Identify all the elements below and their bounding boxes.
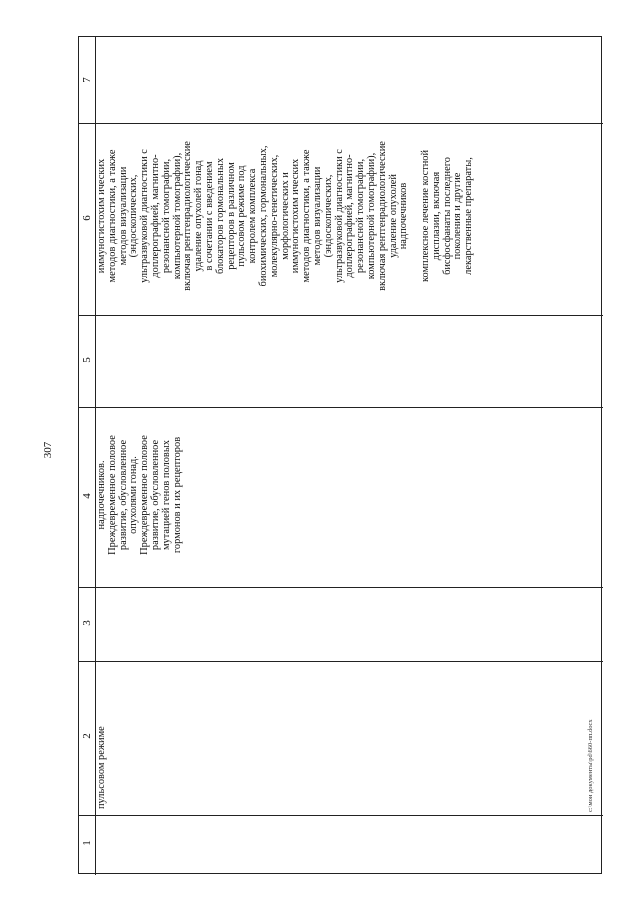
col-boundary-5-4 xyxy=(79,407,603,408)
header-col-7: 7 xyxy=(81,77,93,83)
header-col-1: 1 xyxy=(81,840,93,846)
footer-file-path: c:\мои документы\pd\660-пп.docx xyxy=(587,719,594,812)
col-boundary-2-1 xyxy=(79,815,603,816)
col-boundary-6-5 xyxy=(79,315,603,316)
header-col-3: 3 xyxy=(81,620,93,626)
cell-col6-text: иммуногистохим ических методов диагностики, а также методов визуализации (эндоскопических, ультразвуковой диагностики с доплерографией, магнитно- резонансной томографии, компьютерной томографии), включая рентгенрадиологические удаление опухолей гонад в сочетании с введением блокаторов гормональных рецепторов в различном пульсовом режиме под контролем комплекса биохимических, гормональных, молекулярно-генетических, морфологических и иммуногистохим ических методов диагностики, а также методов визуализации (эндоскопических, ультразвуковой диагностики с доплерографией, магнитно- резонансной томографии, компьютерной томографии), включая рентгенрадиологические удаление опухолей надпочечников комплексное лечение костной дисплазии, включая бисфосфанаты последнего поколения и другие лекарственные препараты, xyxy=(96,141,475,291)
header-col-6: 6 xyxy=(81,215,93,221)
col-boundary-3-2 xyxy=(79,661,603,662)
header-col-4: 4 xyxy=(81,493,93,499)
procedure-table xyxy=(78,36,602,874)
page-number: 307 xyxy=(42,441,54,459)
cell-col2-text: пульсовом режиме xyxy=(96,726,107,809)
header-col-5: 5 xyxy=(81,357,93,363)
col-boundary-4-3 xyxy=(79,587,603,588)
cell-col4-text: надпочечников. Преждевременное половое развитие, обусловленное опухолями гонад. Преждевременное половое развитие, обусловленное мутацией генов половых гормонов и их рецепторов xyxy=(96,435,183,555)
header-col-2: 2 xyxy=(81,733,93,739)
